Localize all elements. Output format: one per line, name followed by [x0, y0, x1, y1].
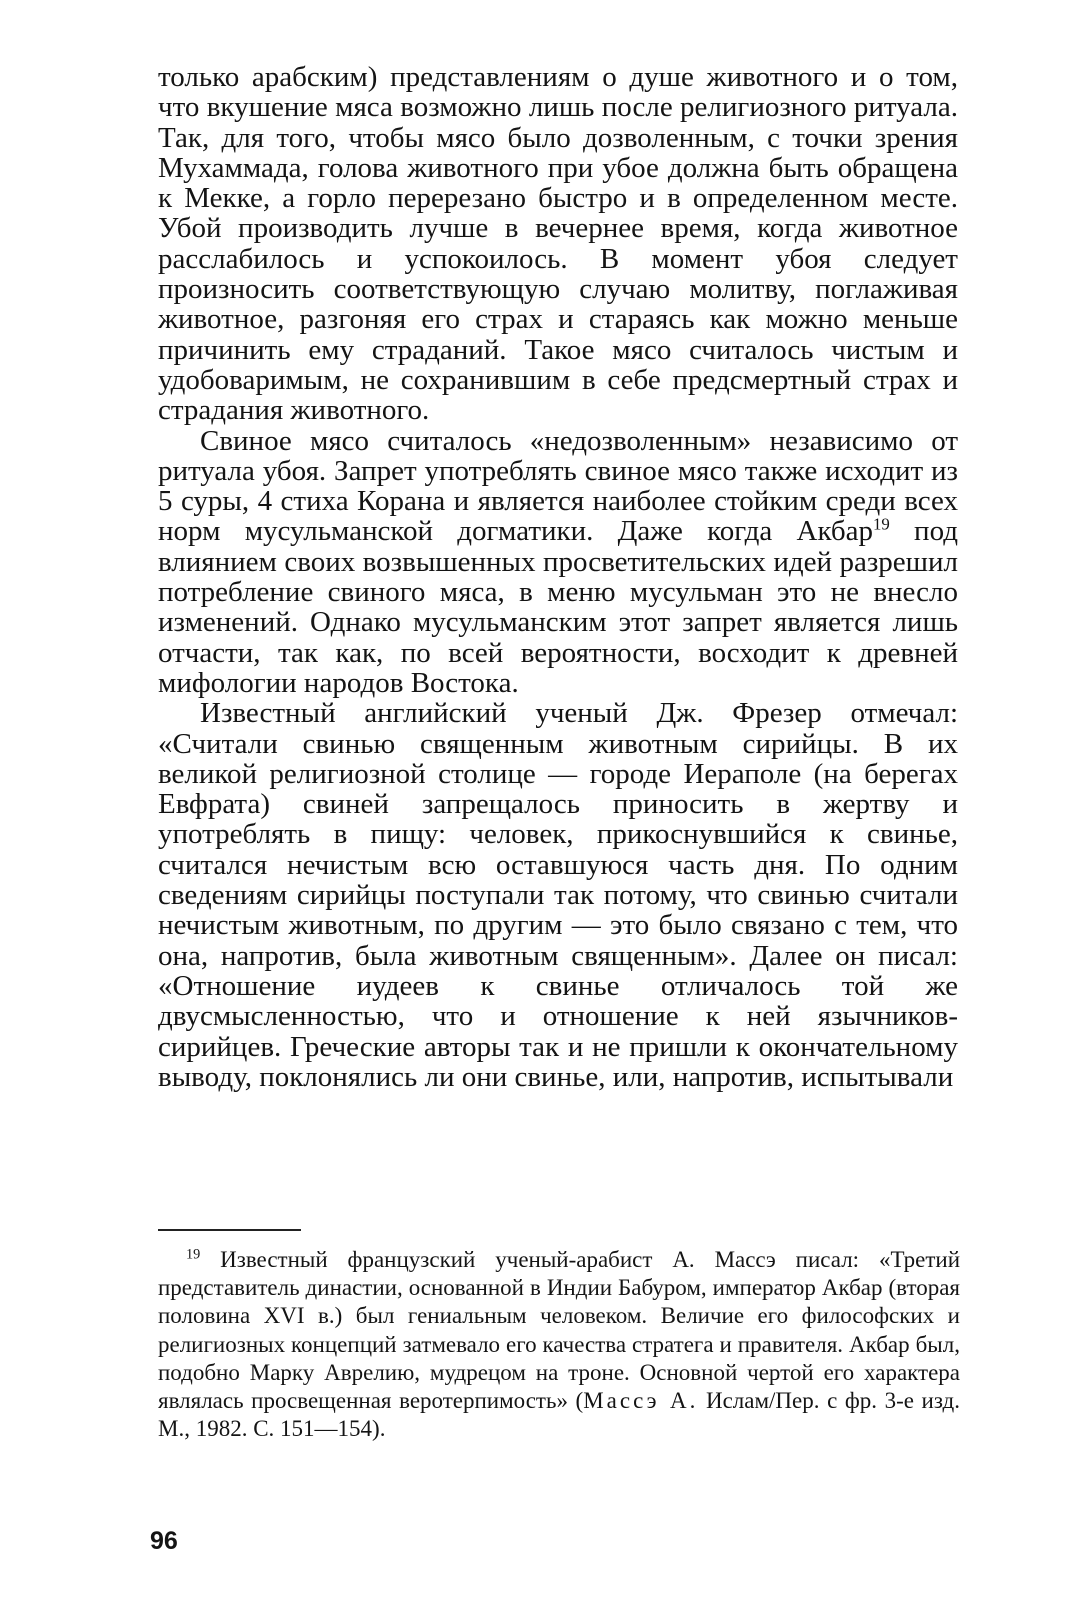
footnotes — [158, 1246, 960, 1443]
page-number: 96 — [150, 1527, 178, 1555]
footnote-19 — [158, 1246, 960, 1443]
footnote-number: 19 — [186, 1246, 201, 1263]
paragraph-1: только арабским) представлениям о душе животного и о том, что вкушение мяса возможно лишь после религиозного ритуала. Так, для того, чтобы мясо было дозволенным, с точки зрения Мухаммада, голова животного при убое должна быть обращена к Мекке, а горло перерезано быстро и в определенном месте. Убой производить лучше в вечернее время, когда животное расслабилось и успокоилось. В момент убоя следует произносить соответствующую случаю молитву, поглаживая животное, разгоняя его страх и стараясь как можно меньше причинить ему страданий. Такое мясо считалось чистым и удобоваримым, не сохранившим в себе предсмертный страх и страдания животного. — [158, 61, 958, 427]
footnote-author: Массэ А. — [583, 1388, 699, 1414]
paragraph-3: Известный английский ученый Дж. Фрезер отмечал: «Считали свинью священным животным сирийцы. В их великой религиозной столице — городе Иераполе (на берегах Евфрата) свиней запрещалось приносить в жертву и употреблять в пищу: человек, прикоснувшийся к свинье, считался нечистым всю оставшуюся часть дня. По одним сведениям сирийцы поступали так потому, что свинью считали нечистым животным, по другим — это было связано с тем, что она, напротив, была животным священным». Далее он писал: «Отношение иудеев к свинье отличалось той же двусмысленностью, что и отношение к ней язычников-сирийцев. Греческие авторы так и не пришли к окончательному выводу, поклонялись ли они свинье, или, напротив, испытывали — [158, 697, 958, 1093]
footnote-text: Известный французский ученый-арабист А. Массэ писал: «Третий представитель династии, основанной в Индии Бабуром, император Акбар (вторая половина XVI в.) был гениальным человеком. Величие его философских и религиозных концепций затмевало его качества стратега и правителя. Акбар был, подобно Марку Аврелию, мудрецом на троне. Основной чертой его характера являлась просвещенная веротерпимость» ( — [158, 1247, 960, 1414]
footnote-divider — [158, 1229, 301, 1231]
paragraph-2 — [158, 426, 958, 699]
footnote-reference: 19 — [872, 514, 890, 534]
footnote-citation: Ислам/Пер. с фр. 3-е изд. М., 1982. С. 151—154). — [158, 1388, 960, 1442]
main-text — [158, 62, 958, 1092]
paragraph-2-start: Свиное мясо считалось «недозволенным» независимо от ритуала убоя. Запрет употреблять свиное мясо также исходит из 5 суры, 4 стиха Корана и является наиболее стойким среди всех норм мусульманской догматики. Даже когда Акбар — [158, 424, 958, 548]
paragraph-2-rest: под влиянием своих возвышенных просветительских идей разрешил потребление свиного мяса, в меню мусульман это не внесло изменений. Однако мусульманским этот запрет является лишь отчасти, так как, по всей вероятности, восходит к древней мифологии народов Востока. — [158, 515, 958, 699]
